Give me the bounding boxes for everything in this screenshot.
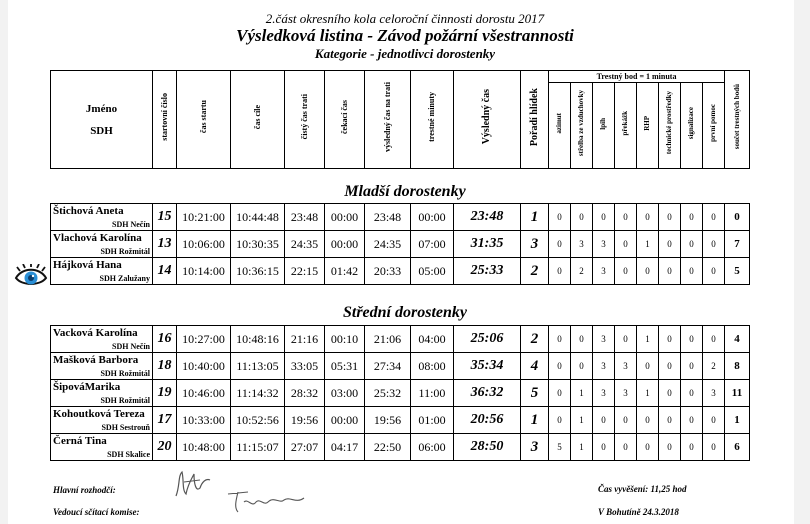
finish-time-header: čas cíle [252,104,262,130]
competitor-cell [51,434,153,461]
penalty-point-cell: 0 [571,204,593,231]
penalty-point-cell: 0 [637,434,659,461]
penalty-point-cell: 1 [637,231,659,258]
name-header-label: Jméno [85,102,118,115]
penalty-point-cell: 0 [659,380,681,407]
rank-cell: 5 [521,380,549,407]
document-title: Výsledková listina - Závod požární všestrannosti [236,26,574,45]
wait-time-cell: 00:10 [325,326,365,353]
track-time-header: výsledný čas na trati [382,82,392,152]
table-row [51,326,750,353]
competitor-sdh: SDH Rožmitál [100,369,150,378]
penalty-minutes-cell: 00:00 [411,204,454,231]
final-time-cell: 35:34 [454,353,521,380]
track-time-cell: 25:32 [365,380,411,407]
wait-time-cell: 00:00 [325,204,365,231]
competitor-sdh: SDH Sestrouň [101,423,150,432]
competitor-cell [51,326,153,353]
finish-time-cell: 10:52:56 [231,407,285,434]
rank-header: Pořadí hlídek [528,87,540,147]
competitor-cell [51,380,153,407]
rank-cell: 3 [521,434,549,461]
rhp-header: RHP [643,115,651,131]
penalty-point-cell: 0 [549,231,571,258]
penalty-point-cell: 0 [549,380,571,407]
penalty-point-cell: 0 [659,434,681,461]
final-time-cell: 20:56 [454,407,521,434]
penalty-point-cell: 2 [571,258,593,285]
net-time-cell: 33:05 [285,353,325,380]
track-time-cell: 27:34 [365,353,411,380]
competitor-cell [51,353,153,380]
competitor-name: Černá Tina [53,435,107,447]
start-number-cell: 20 [153,434,177,461]
penalty-point-cell: 1 [637,326,659,353]
start-number-cell: 15 [153,204,177,231]
penalty-point-cell: 0 [681,231,703,258]
penalty-point-cell: 0 [593,434,615,461]
penalty-point-cell: 0 [637,204,659,231]
track-time-cell: 20:33 [365,258,411,285]
sdh-header-label: SDH [90,124,113,137]
table-row [51,407,750,434]
start-time-cell: 10:48:00 [177,434,231,461]
penalty-point-cell: 0 [549,353,571,380]
start-time-cell: 10:40:00 [177,353,231,380]
penalty-point-cell: 0 [703,407,725,434]
competitor-name: Vacková Karolína [53,327,138,339]
penalty-point-cell: 0 [659,326,681,353]
final-time-cell: 23:48 [454,204,521,231]
final-time-cell: 36:32 [454,380,521,407]
wait-time-header: čekací čas [339,100,349,134]
final-time-cell: 25:33 [454,258,521,285]
eye-icon[interactable] [14,264,48,288]
finish-time-cell: 10:30:35 [231,231,285,258]
competitor-name: ŠipováMarika [53,381,121,393]
penalty-point-cell: 5 [549,434,571,461]
penalty-point-cell: 3 [593,380,615,407]
competitor-sdh: SDH Rožmitál [100,247,150,256]
penalty-point-cell: 3 [615,353,637,380]
penalty-point-cell: 0 [615,204,637,231]
table-row [51,434,750,461]
table-row [51,380,750,407]
penalty-point-cell: 2 [703,353,725,380]
net-time-cell: 21:16 [285,326,325,353]
finish-time-cell: 11:15:07 [231,434,285,461]
penalty-sum-cell: 0 [725,204,750,231]
penalty-point-cell: 0 [659,204,681,231]
place-and-date: V Bohutíně 24.3.2018 [598,507,679,517]
penalty-point-cell: 0 [549,258,571,285]
penalty-point-cell: 0 [637,258,659,285]
section-title-middle: Střední dorostenky [342,304,467,321]
penalty-point-cell: 0 [659,407,681,434]
name-column-header [51,71,153,169]
committee-signature [224,486,312,516]
competitor-cell [51,258,153,285]
penalty-point-cell: 1 [571,380,593,407]
competitor-cell [51,204,153,231]
penalty-point-cell: 0 [703,204,725,231]
rank-cell: 2 [521,326,549,353]
first-aid-header: první pomoc [709,104,718,142]
competitor-sdh: SDH Skalice [107,450,150,459]
competitor-name: Štichová Aneta [53,205,124,217]
penalty-sum-cell: 8 [725,353,750,380]
final-time-cell: 31:35 [454,231,521,258]
referee-signature [170,468,215,502]
penalty-point-cell: 0 [681,434,703,461]
penalty-sum-cell: 5 [725,258,750,285]
penalty-minutes-header: trestné minuty [427,92,436,142]
penalty-point-cell: 0 [703,231,725,258]
competitor-cell [51,231,153,258]
wait-time-cell: 04:17 [325,434,365,461]
penalty-point-cell: 0 [593,204,615,231]
net-time-cell: 24:35 [285,231,325,258]
start-number-cell: 13 [153,231,177,258]
results-table-middle [50,325,750,461]
document-subtitle: 2.část okresního kola celoroční činnosti dorostu 2017 [265,11,545,26]
rank-cell: 4 [521,353,549,380]
penalty-point-cell: 0 [681,353,703,380]
penalty-minutes-cell: 07:00 [411,231,454,258]
penalty-point-cell: 0 [703,326,725,353]
penalty-minutes-cell: 11:00 [411,380,454,407]
table-row [51,258,750,285]
penalty-sum-cell: 11 [725,380,750,407]
azimuth-header: azimut [555,112,563,134]
start-time-cell: 10:46:00 [177,380,231,407]
penalty-minutes-cell: 01:00 [411,407,454,434]
penalty-sum-cell: 1 [725,407,750,434]
track-time-cell: 19:56 [365,407,411,434]
wait-time-cell: 01:42 [325,258,365,285]
finish-time-cell: 10:48:16 [231,326,285,353]
competitor-cell [51,407,153,434]
wait-time-cell: 00:00 [325,407,365,434]
net-time-cell: 23:48 [285,204,325,231]
wait-time-cell: 03:00 [325,380,365,407]
penalty-minutes-cell: 04:00 [411,326,454,353]
start-time-cell: 10:06:00 [177,231,231,258]
track-time-cell: 23:48 [365,204,411,231]
final-time-cell: 25:06 [454,326,521,353]
penalty-point-cell: 0 [549,204,571,231]
track-time-cell: 21:06 [365,326,411,353]
penalty-point-cell: 3 [593,258,615,285]
table-row [51,204,750,231]
penalty-point-cell: 0 [703,258,725,285]
rank-cell: 2 [521,258,549,285]
penalty-point-cell: 3 [593,326,615,353]
penalty-point-cell: 0 [549,407,571,434]
penalty-point-cell: 0 [681,204,703,231]
lpih-header: lpih [599,117,607,130]
penalty-point-cell: 0 [549,326,571,353]
chief-referee-label: Hlavní rozhodčí: [53,485,116,495]
penalty-point-cell: 0 [615,258,637,285]
penalty-sum-header: součet trestných bodů [732,84,741,150]
net-time-header: čistý čas trati [299,94,309,140]
penalty-point-cell: 1 [571,407,593,434]
wait-time-cell: 05:31 [325,353,365,380]
start-number-header: startovní číslo [159,93,169,141]
competitor-name: Vlachová Karolína [53,232,142,244]
competitor-sdh: SDH Zalužany [99,274,150,283]
shooting-header: střelba ze vzduchovky [577,89,585,157]
penalty-point-cell: 0 [615,326,637,353]
posting-time: Čas vyvěšení: 11,25 hod [598,484,687,494]
start-time-cell: 10:27:00 [177,326,231,353]
start-number-cell: 17 [153,407,177,434]
penalty-point-cell: 0 [703,434,725,461]
start-number-cell: 19 [153,380,177,407]
finish-time-cell: 10:44:48 [231,204,285,231]
penalty-point-cell: 0 [681,326,703,353]
penalty-point-cell: 0 [615,231,637,258]
penalty-point-cell: 0 [659,258,681,285]
competitor-name: Mašková Barbora [53,354,139,366]
penalty-point-cell: 0 [681,407,703,434]
penalty-point-cell: 0 [571,353,593,380]
penalty-point-cell: 3 [593,231,615,258]
penalty-point-cell: 3 [571,231,593,258]
penalty-point-cell: 0 [615,434,637,461]
penalty-minutes-cell: 05:00 [411,258,454,285]
rank-cell: 1 [521,407,549,434]
net-time-cell: 28:32 [285,380,325,407]
competitor-sdh: SDH Nečín [112,220,150,229]
technical-means-header: technické prostředky [665,91,673,155]
track-time-cell: 22:50 [365,434,411,461]
penalty-point-cell: 3 [593,353,615,380]
section-title-junior: Mladší dorostenky [344,183,466,200]
rank-cell: 1 [521,204,549,231]
penalty-points-header: Trestný bod = 1 minuta [549,71,725,83]
results-table-junior [50,203,750,285]
start-time-cell: 10:14:00 [177,258,231,285]
track-time-cell: 24:35 [365,231,411,258]
start-number-cell: 18 [153,353,177,380]
obstacle-header: překážk [621,110,629,136]
penalty-sum-cell: 7 [725,231,750,258]
penalty-sum-cell: 4 [725,326,750,353]
penalty-point-cell: 3 [703,380,725,407]
penalty-sum-cell: 6 [725,434,750,461]
start-time-cell: 10:21:00 [177,204,231,231]
final-time-header: Výsledný čas [481,89,492,145]
penalty-minutes-cell: 06:00 [411,434,454,461]
rank-cell: 3 [521,231,549,258]
competitor-name: Hájková Hana [53,259,122,271]
competitor-sdh: SDH Rožmitál [100,396,150,405]
start-number-cell: 16 [153,326,177,353]
penalty-point-cell: 3 [615,380,637,407]
start-time-cell: 10:33:00 [177,407,231,434]
competitor-sdh: SDH Nečín [112,342,150,351]
net-time-cell: 19:56 [285,407,325,434]
penalty-point-cell: 1 [637,380,659,407]
table-row [51,353,750,380]
penalty-point-cell: 0 [681,380,703,407]
table-row [51,231,750,258]
penalty-point-cell: 0 [593,407,615,434]
penalty-point-cell: 0 [615,407,637,434]
competitor-name: Kohoutková Tereza [53,408,145,420]
wait-time-cell: 00:00 [325,231,365,258]
penalty-point-cell: 0 [659,231,681,258]
signaling-header: signalizace [687,106,695,140]
final-time-cell: 28:50 [454,434,521,461]
column-header-table [50,70,750,169]
net-time-cell: 27:07 [285,434,325,461]
finish-time-cell: 11:13:05 [231,353,285,380]
penalty-point-cell: 0 [659,353,681,380]
penalty-minutes-cell: 08:00 [411,353,454,380]
penalty-point-cell: 1 [571,434,593,461]
finish-time-cell: 10:36:15 [231,258,285,285]
penalty-point-cell: 0 [637,353,659,380]
committee-head-label: Vedoucí sčítací komise: [53,507,140,517]
penalty-point-cell: 0 [637,407,659,434]
document-category: Kategorie - jednotlivci dorostenky [314,46,496,61]
net-time-cell: 22:15 [285,258,325,285]
finish-time-cell: 11:14:32 [231,380,285,407]
start-number-cell: 14 [153,258,177,285]
penalty-point-cell: 0 [571,326,593,353]
penalty-point-cell: 0 [681,258,703,285]
start-time-header: čas startu [198,100,208,134]
